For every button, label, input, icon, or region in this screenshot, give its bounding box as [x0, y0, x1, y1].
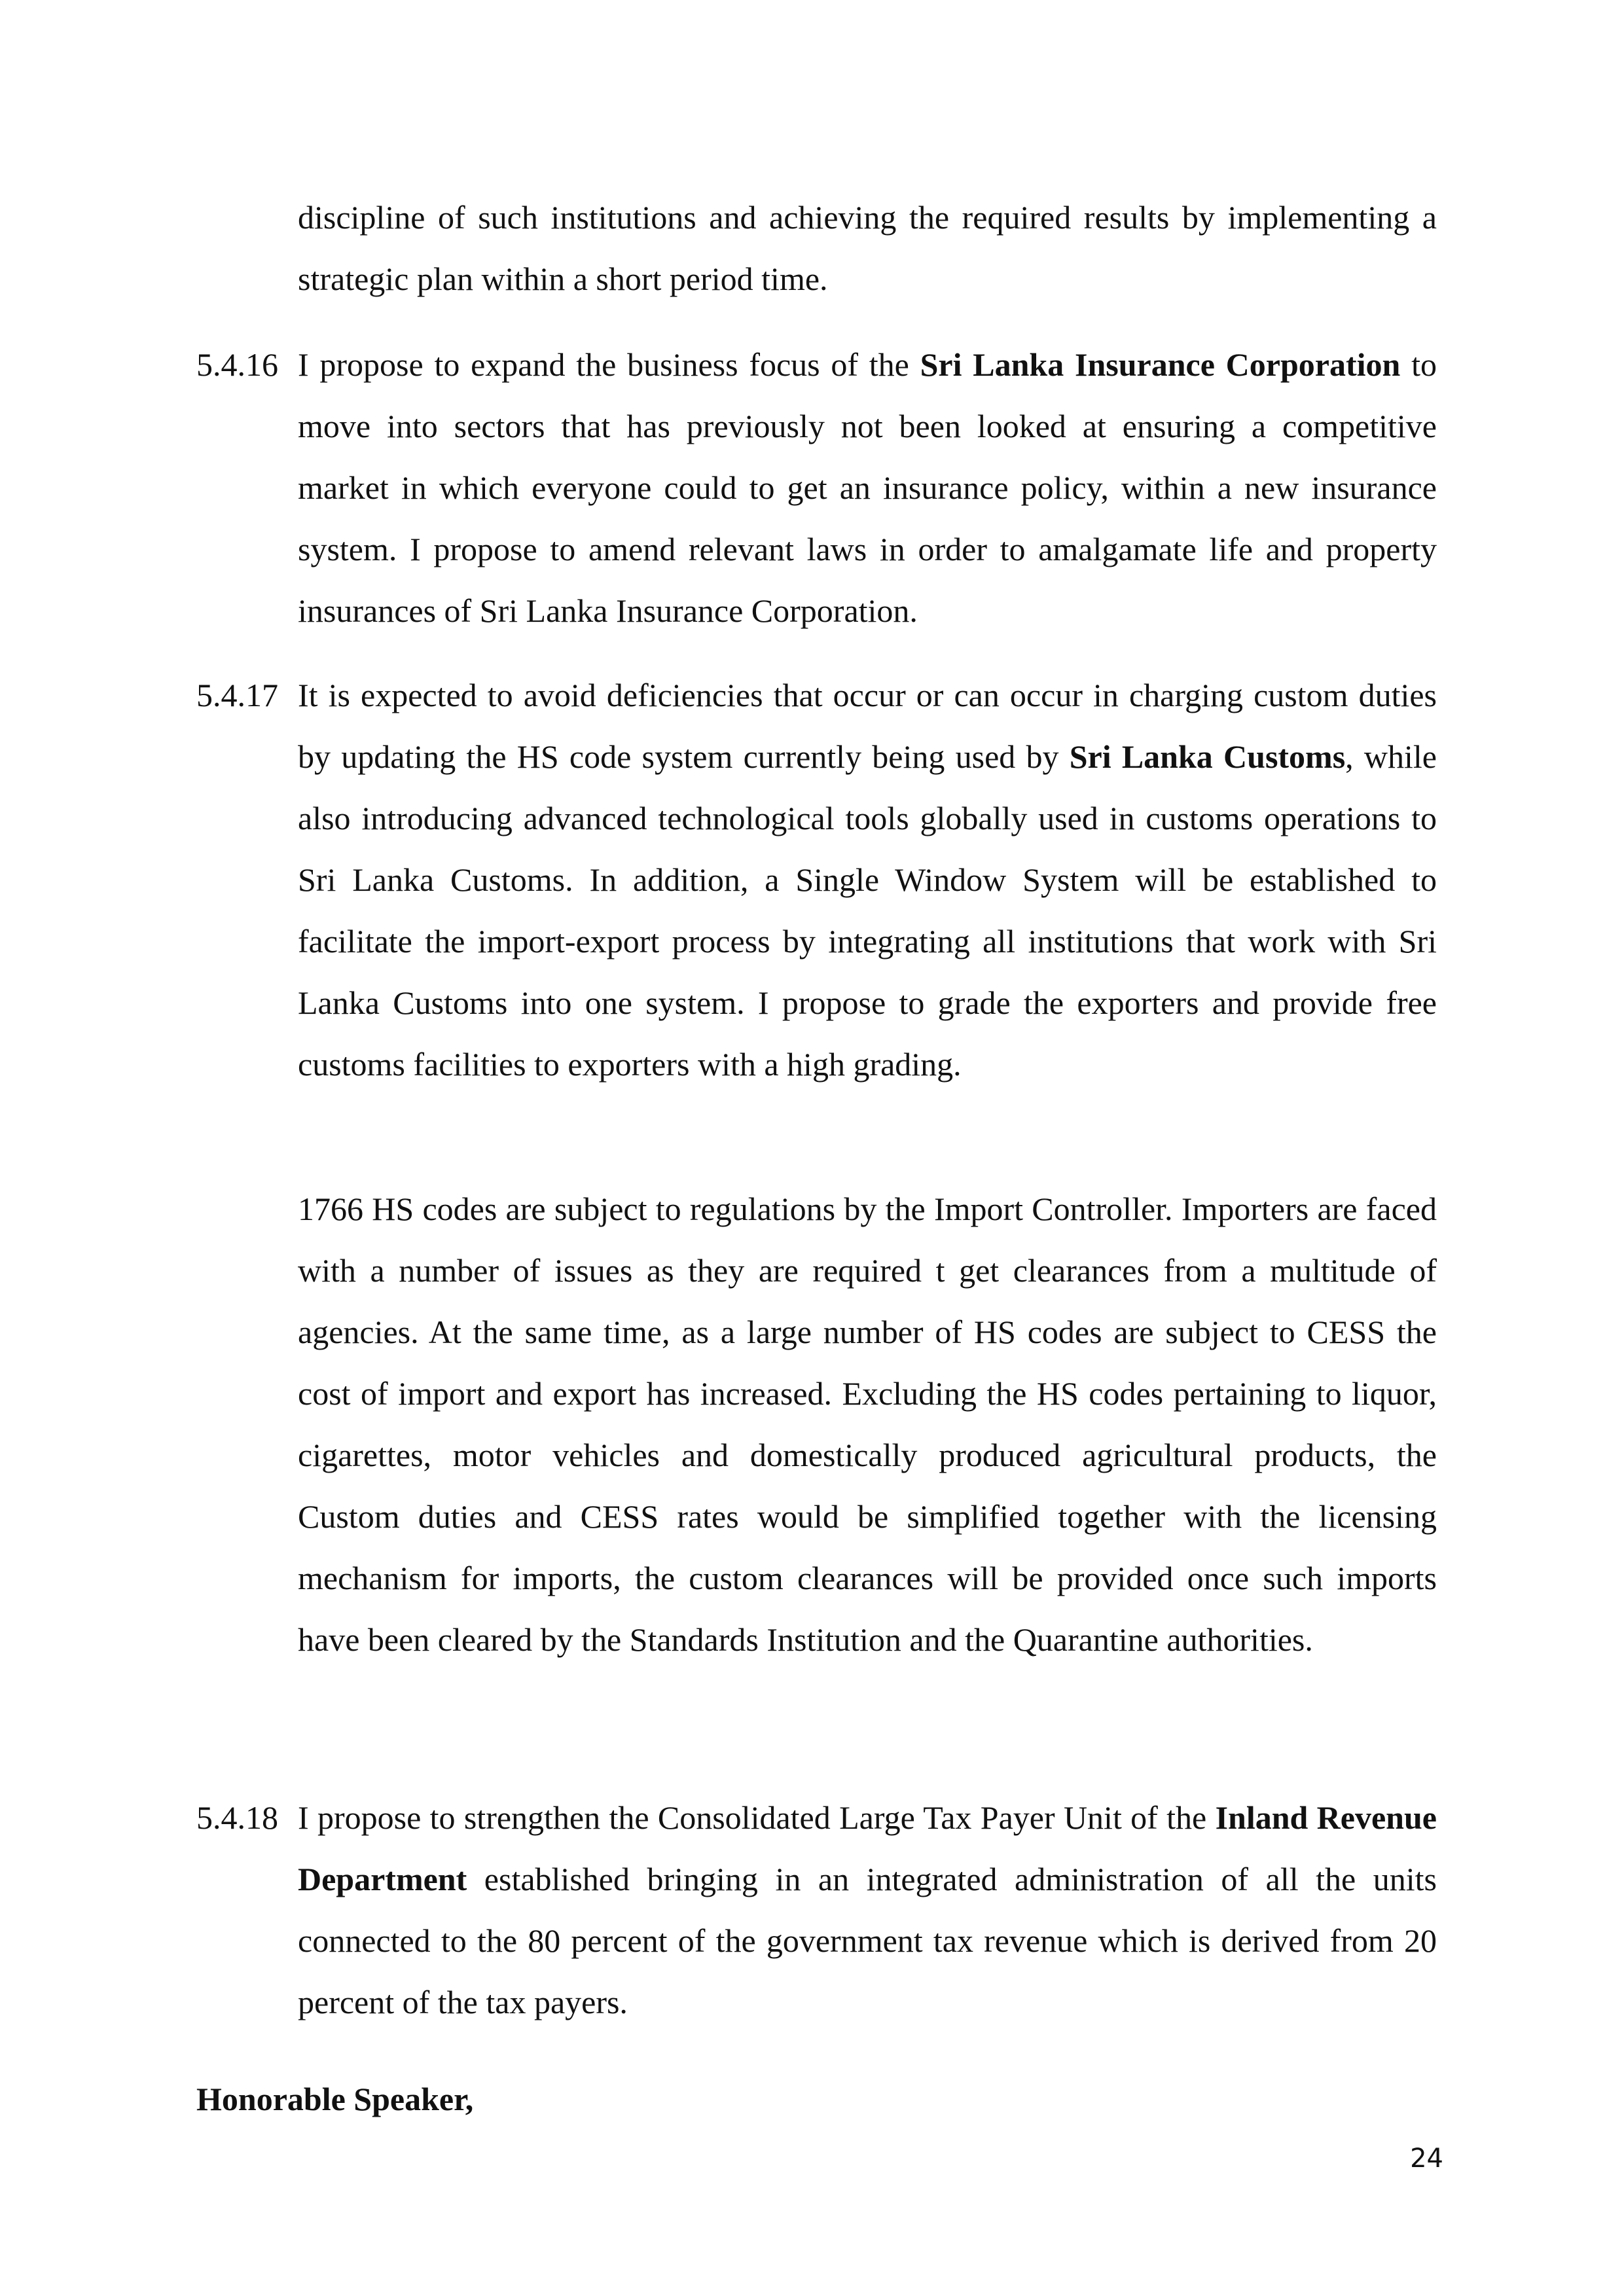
organization-name: Sri Lanka Insurance Corporation [920, 346, 1401, 383]
paragraph-text: established bringing in an integrated administration of all the units connected to the 80 percent of the government tax revenue which is derived from 20 percent of the tax payers. [298, 1861, 1437, 2020]
paragraph-text: , while also introducing advanced technological tools globally used in customs operations to Sri Lanka Customs. In addition, a Single Window System will be established to facilitate the import-export process by integrating all institutions that work with Sri Lanka Customs into one system. I propose to grade the exporters and provide free customs facilities to exporters with a high grading. [298, 738, 1437, 1083]
organization-name: Inland Revenue Department [298, 1799, 1437, 1897]
section-number: 5.4.16 [196, 346, 278, 383]
organization-name: Sri Lanka Customs [1069, 738, 1346, 775]
closing-salutation: Honorable Speaker, [196, 2081, 474, 2117]
section-paragraph [298, 664, 1437, 1095]
followup-paragraph: 1766 HS codes are subject to regulations by the Import Controller. Importers are faced with a number of issues as they are required t get clearances from a multitude of agencies. At the same time, as a large number of HS codes are subject to CESS the cost of import and export has increased. Excluding the HS codes pertaining to liquor, cigarettes, motor vehicles and domestically produced agricultural products, the Custom duties and CESS rates would be simplified together with the licensing mechanism for imports, the custom clearances will be provided once such imports have been cleared by the Standards Institution and the Quarantine authorities. [298, 1191, 1437, 1658]
section-paragraph [298, 334, 1437, 641]
section-number: 5.4.18 [196, 1799, 278, 1836]
paragraph-text: I propose to expand the business focus of the [298, 346, 920, 383]
section-number: 5.4.17 [196, 677, 278, 713]
paragraph-text: It is expected to avoid deficiencies that occur or can occur in charging custom duties by updating the HS code system currently being used by [298, 677, 1437, 775]
section-paragraph [298, 1787, 1437, 2033]
paragraph-text: to move into sectors that has previously not been looked at ensuring a competitive market in which everyone could to get an insurance policy, within a new insurance system. I propose to amend relevant laws in order to amalgamate life and property insurances of Sri Lanka Insurance Corporation. [298, 346, 1437, 629]
paragraph-text: I propose to strengthen the Consolidated Large Tax Payer Unit of the [298, 1799, 1216, 1836]
intro-paragraph: discipline of such institutions and achieving the required results by implementing a strategic plan within a short period time. [298, 199, 1437, 297]
page-number: 24 [1410, 2144, 1443, 2174]
